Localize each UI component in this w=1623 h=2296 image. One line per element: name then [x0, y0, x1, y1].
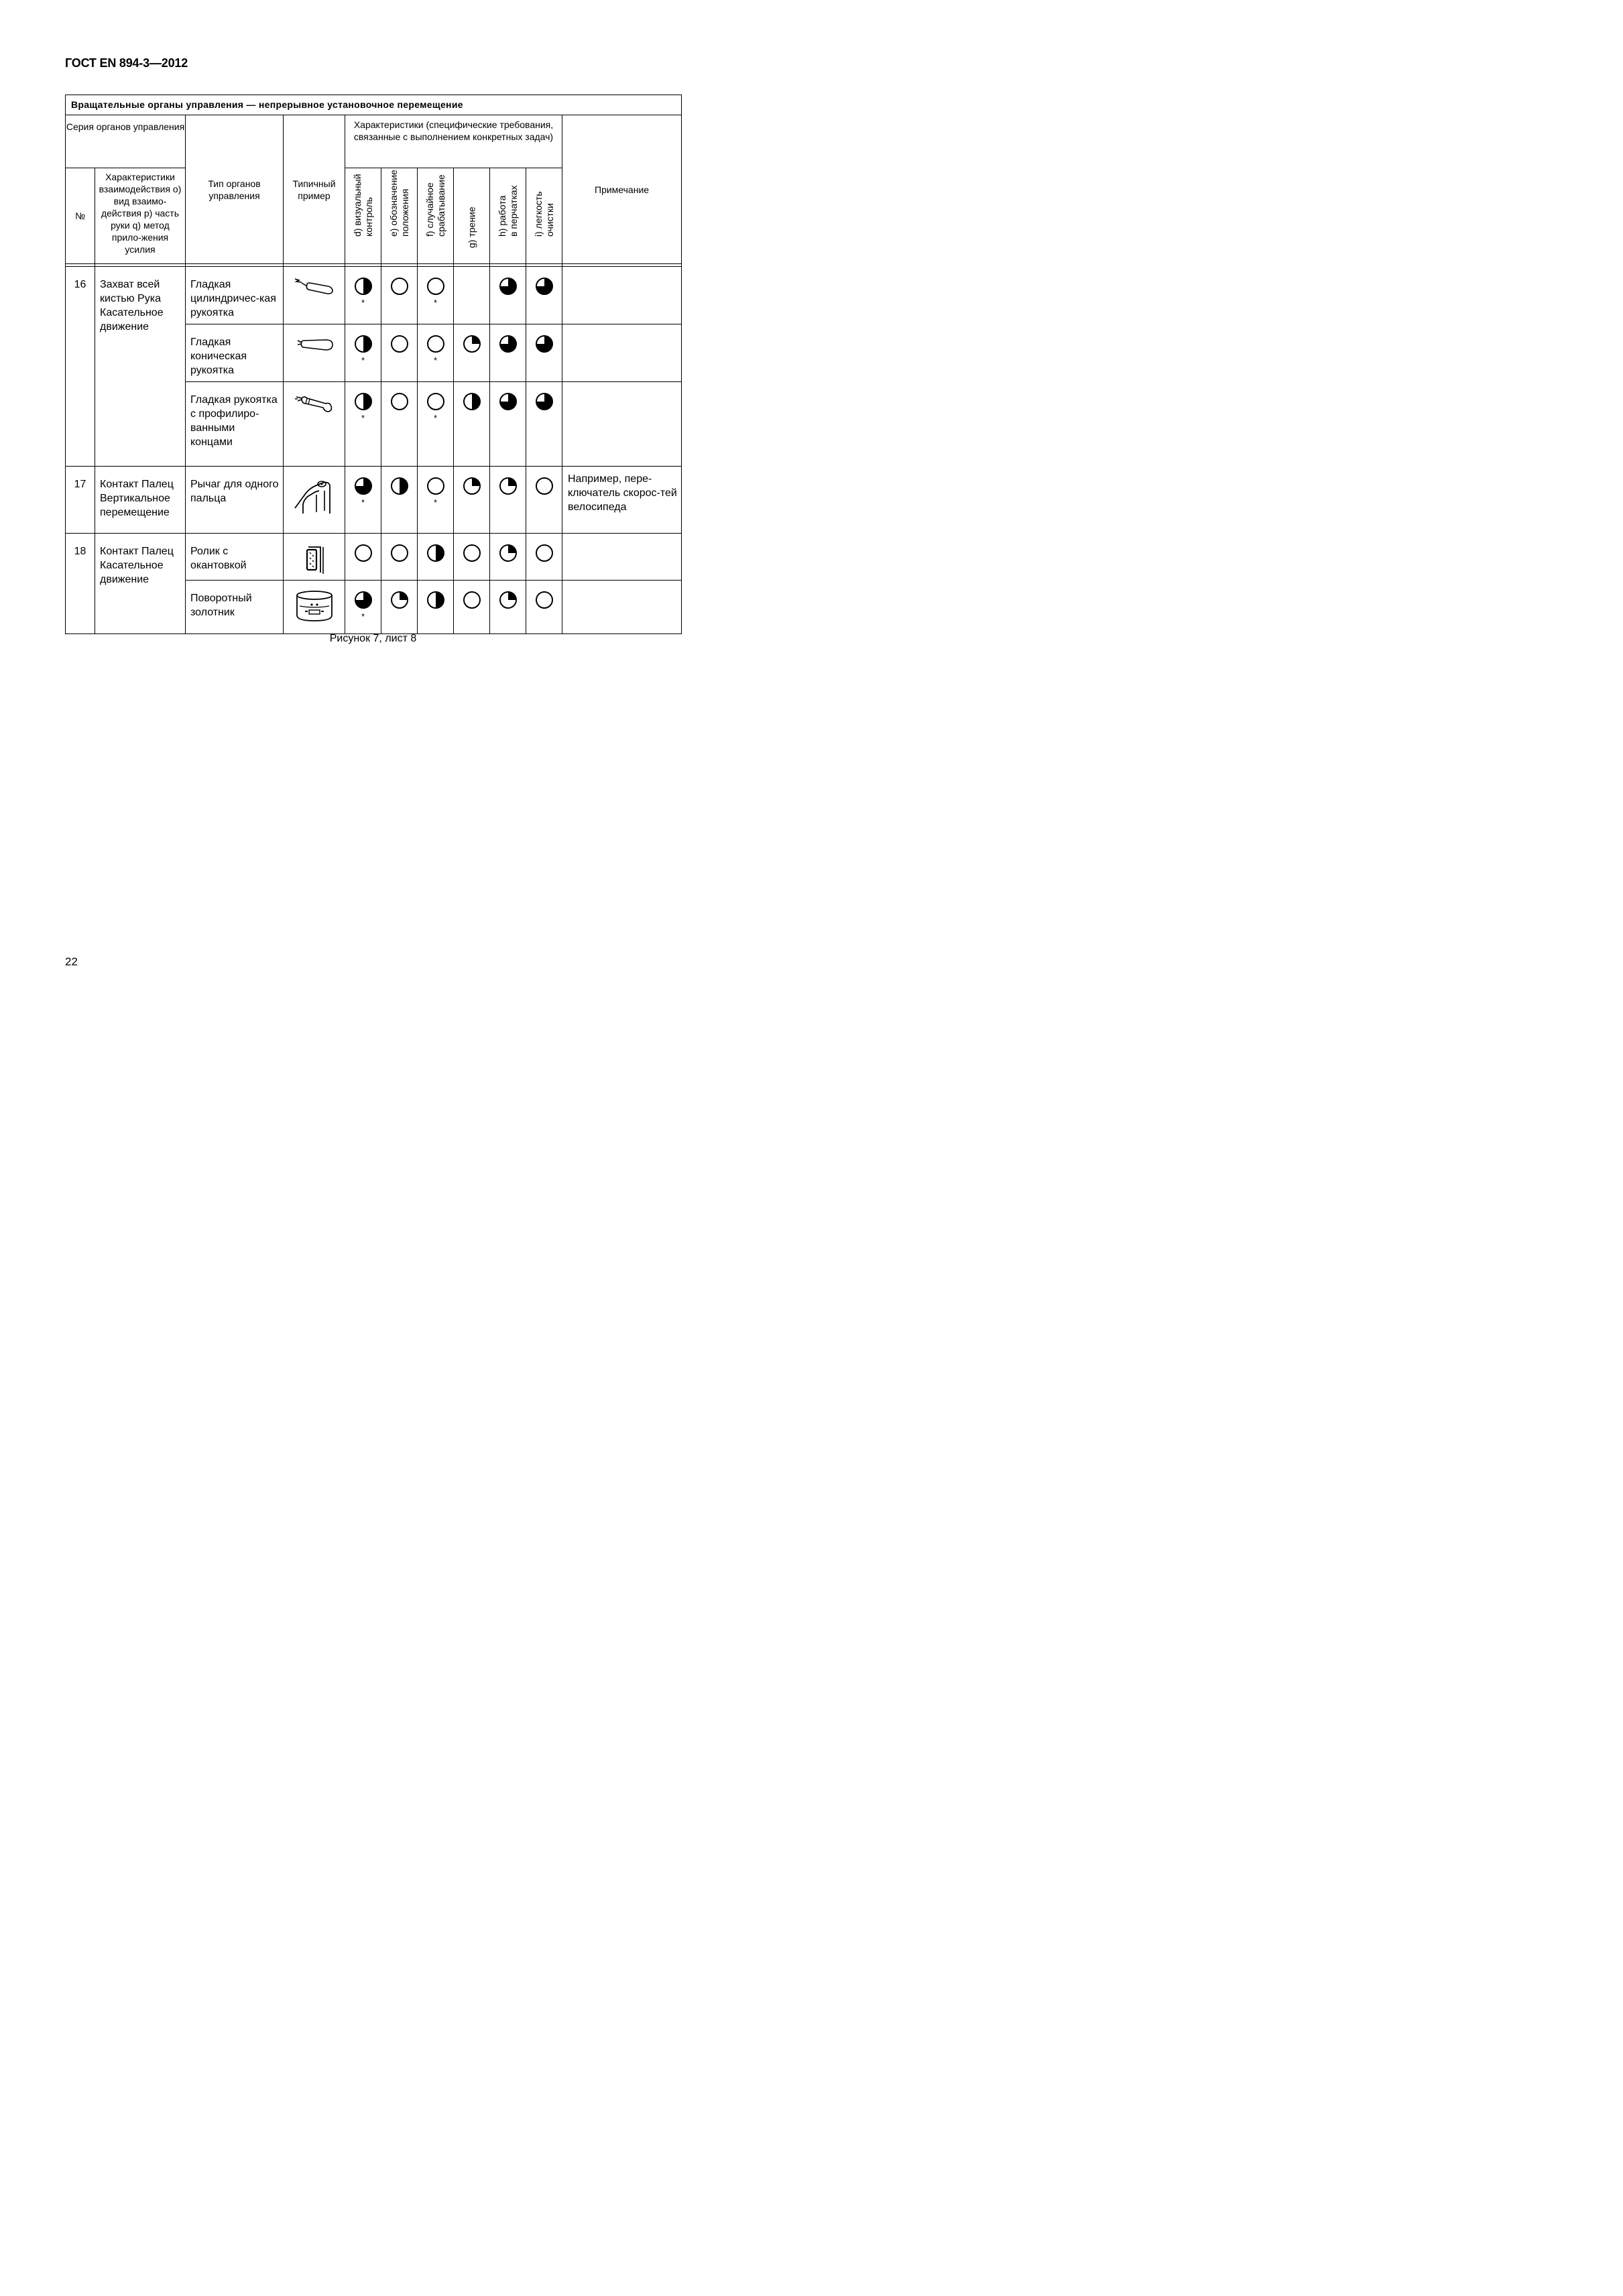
rating-cell	[381, 467, 418, 534]
interaction-characteristics: Контакт Палец Вертикальное перемещение	[95, 467, 186, 534]
header-column	[345, 168, 381, 264]
rating-symbol	[535, 277, 554, 296]
header-example	[284, 115, 345, 264]
rating-cell	[526, 534, 562, 581]
header-example-label: Типичный пример	[292, 178, 336, 201]
rating-symbol	[535, 477, 554, 495]
note	[562, 534, 682, 581]
rating-cell	[418, 324, 454, 382]
profiled-handle-icon	[291, 411, 338, 422]
rating-cell	[454, 581, 490, 634]
typical-example	[284, 267, 345, 324]
header-column	[418, 168, 454, 264]
rating-asterisk: *	[361, 611, 365, 621]
rating-cell	[418, 534, 454, 581]
header-column-line1: e) обозначение	[387, 170, 399, 237]
rating-cell	[490, 467, 526, 534]
header-column-line1: g) трение	[466, 206, 477, 248]
rating-symbol	[463, 544, 481, 562]
rating-symbol	[354, 277, 373, 296]
rating-cell	[381, 581, 418, 634]
rating-symbol	[426, 591, 445, 609]
interaction-characteristics: Захват всей кистью Рука Касательное движение	[95, 267, 186, 467]
rating-symbol	[390, 392, 409, 411]
header-column-line2: очистки	[544, 203, 555, 237]
rating-asterisk: *	[361, 355, 365, 365]
rating-symbol	[535, 591, 554, 609]
controls-table	[65, 95, 682, 634]
rating-cell	[454, 534, 490, 581]
rating-cell	[345, 382, 381, 467]
rating-cell	[526, 382, 562, 467]
rating-symbol	[390, 544, 409, 562]
rating-cell	[381, 324, 418, 382]
note	[562, 324, 682, 382]
rating-cell	[454, 467, 490, 534]
rating-cell	[381, 382, 418, 467]
rating-asterisk: *	[361, 497, 365, 507]
rating-cell	[381, 534, 418, 581]
header-column	[381, 168, 418, 264]
rating-symbol	[535, 544, 554, 562]
row-number: 18	[66, 534, 95, 634]
header-column-line2: в перчатках	[507, 185, 519, 237]
rating-cell	[490, 324, 526, 382]
rating-cell	[345, 534, 381, 581]
note	[562, 267, 682, 324]
rating-cell	[526, 581, 562, 634]
rating-symbol	[499, 277, 518, 296]
header-column-line2: срабатывание	[435, 174, 446, 237]
table-title: Вращательные органы управления — непрерывное установочное перемещение	[66, 95, 682, 115]
rating-asterisk: *	[433, 298, 438, 308]
rating-cell	[490, 581, 526, 634]
rating-symbol	[354, 477, 373, 495]
rating-asterisk: *	[433, 413, 438, 423]
cylindrical-handle-icon	[291, 293, 338, 304]
typical-example	[284, 382, 345, 467]
rating-symbol	[463, 591, 481, 609]
note	[562, 581, 682, 634]
rating-cell	[526, 467, 562, 534]
rating-symbol	[499, 335, 518, 353]
header-column	[490, 168, 526, 264]
header-column	[454, 168, 490, 264]
table-row	[66, 267, 682, 324]
typical-example	[284, 534, 345, 581]
rating-cell	[345, 267, 381, 324]
rating-symbol	[463, 335, 481, 353]
header-control-type-label: Тип органов управления	[208, 178, 261, 201]
rating-symbol	[390, 591, 409, 609]
rating-symbol	[499, 477, 518, 495]
rating-cell	[418, 581, 454, 634]
header-column	[526, 168, 562, 264]
header-characteristics: Характеристики (специфические требования, связанные с выполнением конкретных задач)	[345, 115, 562, 168]
rating-symbol	[354, 544, 373, 562]
rating-cell	[526, 267, 562, 324]
rating-cell	[418, 467, 454, 534]
table-row	[66, 467, 682, 534]
header-series: Серия органов управления	[66, 115, 186, 168]
typical-example	[284, 581, 345, 634]
conical-handle-icon	[291, 348, 338, 359]
rating-symbol	[426, 335, 445, 353]
control-type: Гладкая рукоятка с профилиро-ванными концами	[186, 382, 284, 467]
rating-asterisk: *	[433, 355, 438, 365]
control-type: Гладкая коническая рукоятка	[186, 324, 284, 382]
header-column-line2: контроль	[363, 197, 374, 237]
header-number: №	[66, 168, 95, 264]
header-interaction: Характеристики взаимодействия о) вид взаимо-действия р) часть руки q) метод прило-жения усилия	[95, 168, 186, 264]
rating-symbol	[499, 591, 518, 609]
document-code: ГОСТ EN 894-3—2012	[65, 56, 188, 70]
note	[562, 382, 682, 467]
rating-cell	[345, 467, 381, 534]
rating-cell	[490, 534, 526, 581]
rating-symbol	[463, 477, 481, 495]
rating-cell	[490, 267, 526, 324]
rating-symbol	[390, 335, 409, 353]
rating-symbol	[354, 392, 373, 411]
rating-symbol	[463, 392, 481, 411]
rating-symbol	[390, 277, 409, 296]
rating-asterisk: *	[433, 497, 438, 507]
rotary-spool-icon	[293, 615, 336, 626]
rating-symbol	[426, 477, 445, 495]
rating-cell	[454, 382, 490, 467]
rating-symbol	[535, 392, 554, 411]
edged-roller-icon	[298, 568, 331, 579]
finger-lever-icon	[292, 507, 337, 519]
rating-symbol	[354, 335, 373, 353]
rating-asterisk: *	[361, 413, 365, 423]
header-column-line1: i) легкость	[532, 191, 544, 237]
figure-caption: Рисунок 7, лист 8	[329, 633, 417, 644]
rating-cell	[381, 267, 418, 324]
rating-cell	[454, 324, 490, 382]
rating-symbol	[354, 591, 373, 609]
rating-cell	[418, 267, 454, 324]
rating-symbol	[499, 392, 518, 411]
interaction-characteristics: Контакт Палец Касательное движение	[95, 534, 186, 634]
rating-cell	[490, 382, 526, 467]
rating-symbol	[390, 477, 409, 495]
rating-cell	[345, 581, 381, 634]
header-note: Примечание	[562, 115, 682, 264]
row-number: 16	[66, 267, 95, 467]
control-type: Рычаг для одного пальца	[186, 467, 284, 534]
rating-symbol	[426, 544, 445, 562]
note: Например, пере-ключатель скорос-тей велосипеда	[562, 467, 682, 534]
page-number: 22	[65, 955, 78, 968]
header-control-type	[186, 115, 284, 264]
header-column-line2: положения	[399, 188, 410, 237]
rating-cell	[418, 382, 454, 467]
row-number: 17	[66, 467, 95, 534]
rating-symbol	[426, 277, 445, 296]
typical-example	[284, 467, 345, 534]
rating-asterisk: *	[361, 298, 365, 308]
header-column-line1: h) работа	[496, 195, 507, 237]
rating-cell	[526, 324, 562, 382]
header-column-line1: d) визуальный	[351, 174, 363, 237]
rating-cell	[345, 324, 381, 382]
table-row	[66, 534, 682, 581]
rating-symbol	[426, 392, 445, 411]
control-type: Поворотный золотник	[186, 581, 284, 634]
typical-example	[284, 324, 345, 382]
rating-cell	[454, 267, 490, 324]
control-type: Гладкая цилиндричес-кая рукоятка	[186, 267, 284, 324]
rating-symbol	[535, 335, 554, 353]
control-type: Ролик с окантовкой	[186, 534, 284, 581]
rating-symbol	[499, 544, 518, 562]
header-column-line1: f) случайное	[424, 182, 435, 237]
